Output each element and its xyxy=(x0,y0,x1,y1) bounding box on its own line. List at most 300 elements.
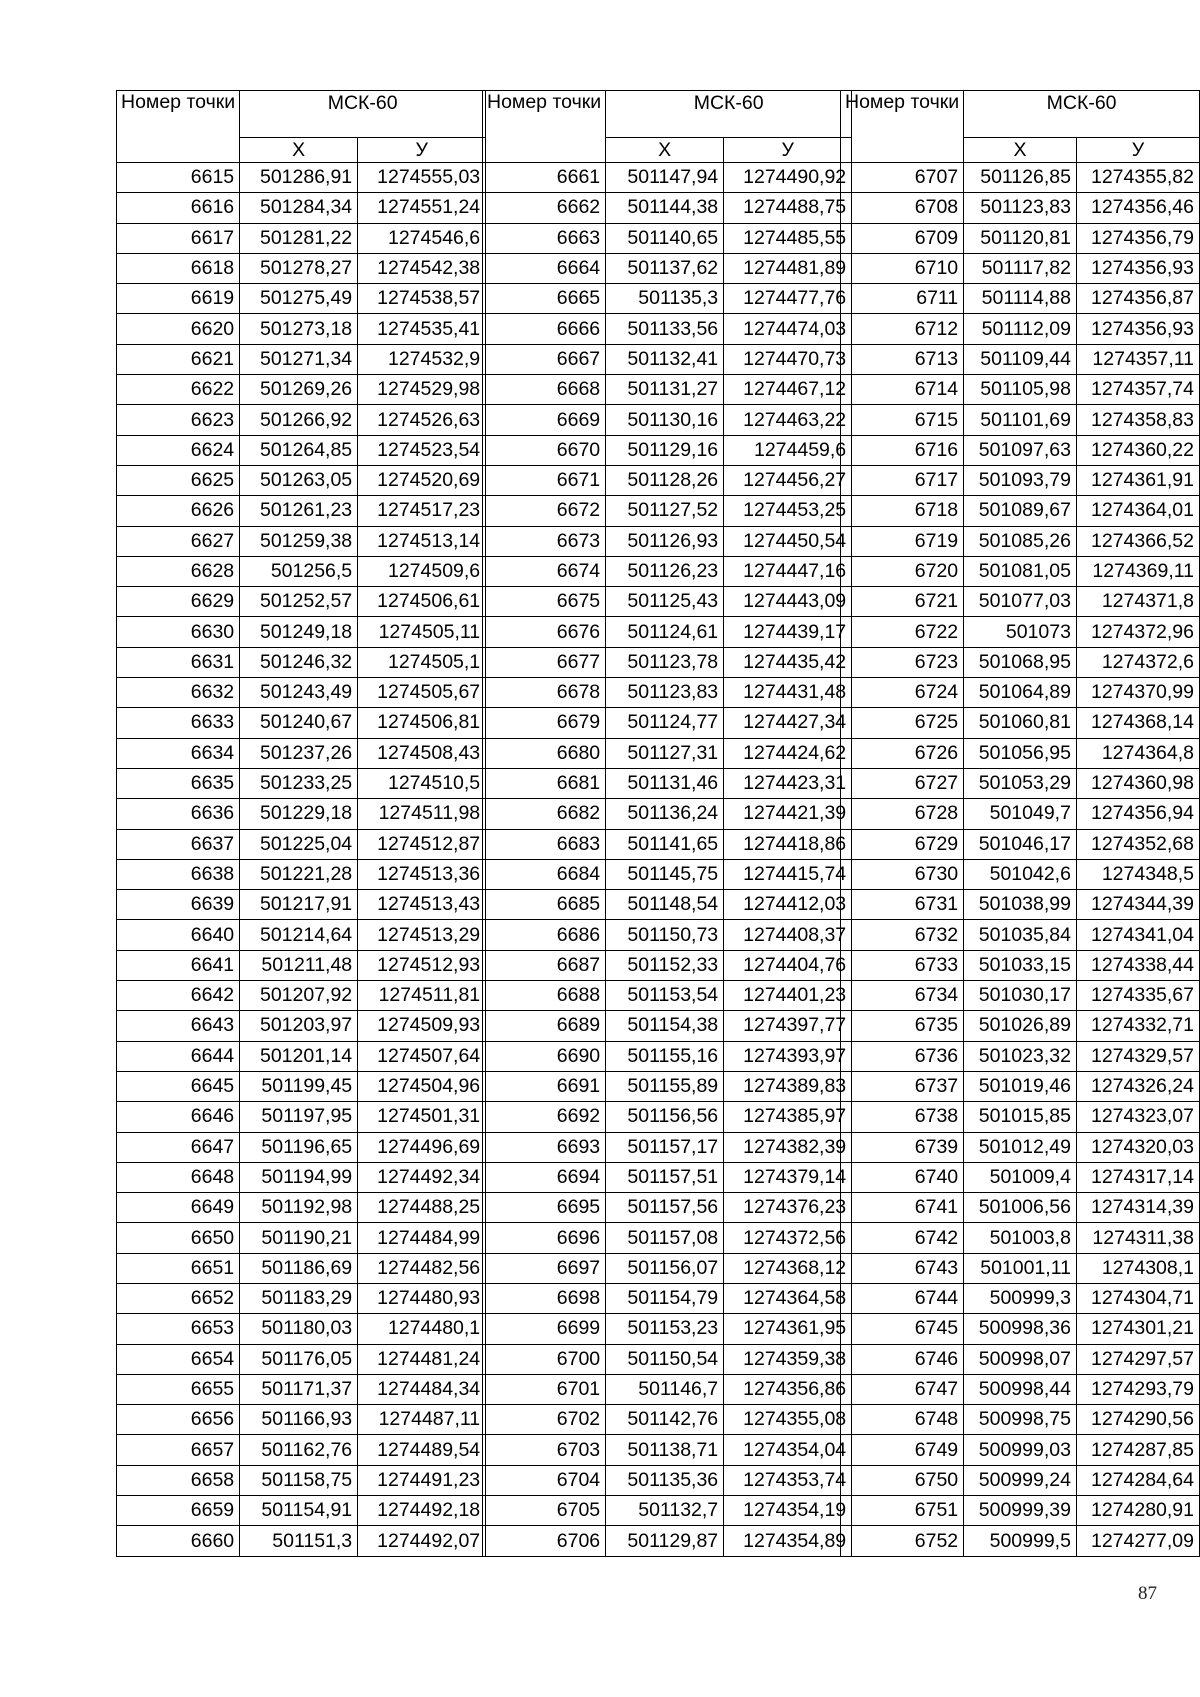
table-row xyxy=(117,1405,486,1435)
y-coordinate-cell: 1274376,23 xyxy=(724,1193,852,1223)
x-coordinate-cell: 501237,26 xyxy=(240,738,358,768)
point-number-cell: 6748 xyxy=(841,1405,964,1435)
x-coordinate-cell: 501217,91 xyxy=(240,890,358,920)
point-number-cell: 6682 xyxy=(483,799,606,829)
y-coordinate-cell: 1274487,11 xyxy=(358,1405,486,1435)
point-number-cell: 6737 xyxy=(841,1071,964,1101)
x-coordinate-cell: 501246,32 xyxy=(240,647,358,677)
y-coordinate-cell: 1274372,96 xyxy=(1076,617,1199,647)
point-number-cell: 6706 xyxy=(483,1526,606,1556)
y-coordinate-cell: 1274385,97 xyxy=(724,1102,852,1132)
point-number-cell: 6667 xyxy=(483,344,606,374)
x-coordinate-cell: 501030,17 xyxy=(964,981,1077,1011)
point-number-cell: 6676 xyxy=(483,617,606,647)
y-coordinate-cell: 1274490,92 xyxy=(724,163,852,193)
x-coordinate-cell: 501126,93 xyxy=(606,526,724,556)
point-number-cell: 6636 xyxy=(117,799,240,829)
point-number-cell: 6702 xyxy=(483,1405,606,1435)
y-coordinate-cell: 1274364,8 xyxy=(1076,738,1199,768)
x-coordinate-cell: 501131,46 xyxy=(606,768,724,798)
table-row xyxy=(841,981,1200,1011)
point-number-cell: 6744 xyxy=(841,1283,964,1313)
table-row xyxy=(117,890,486,920)
x-coordinate-cell: 501151,3 xyxy=(240,1526,358,1556)
x-coordinate-cell: 501123,83 xyxy=(606,678,724,708)
x-coordinate-cell: 501133,56 xyxy=(606,314,724,344)
x-coordinate-cell: 501264,85 xyxy=(240,435,358,465)
x-coordinate-cell: 501056,95 xyxy=(964,738,1077,768)
x-coordinate-cell: 500999,03 xyxy=(964,1435,1077,1465)
x-coordinate-cell: 501046,17 xyxy=(964,829,1077,859)
table-row xyxy=(841,435,1200,465)
table-row xyxy=(841,405,1200,435)
point-number-cell: 6669 xyxy=(483,405,606,435)
y-coordinate-cell: 1274505,11 xyxy=(358,617,486,647)
point-number-cell: 6691 xyxy=(483,1071,606,1101)
y-coordinate-cell: 1274297,57 xyxy=(1076,1344,1199,1374)
table-row xyxy=(841,1102,1200,1132)
table-row xyxy=(117,981,486,1011)
x-coordinate-cell: 501155,16 xyxy=(606,1041,724,1071)
x-coordinate-cell: 501140,65 xyxy=(606,223,724,253)
x-coordinate-cell: 501229,18 xyxy=(240,799,358,829)
y-coordinate-cell: 1274338,44 xyxy=(1076,950,1199,980)
table-row xyxy=(483,284,852,314)
table-row xyxy=(841,496,1200,526)
point-number-cell: 6657 xyxy=(117,1435,240,1465)
point-number-cell: 6662 xyxy=(483,193,606,223)
y-coordinate-cell: 1274474,03 xyxy=(724,314,852,344)
point-number-cell: 6739 xyxy=(841,1132,964,1162)
x-coordinate-cell: 501150,73 xyxy=(606,920,724,950)
table-row xyxy=(841,1041,1200,1071)
y-coordinate-cell: 1274447,16 xyxy=(724,556,852,586)
point-number-cell: 6663 xyxy=(483,223,606,253)
y-coordinate-cell: 1274357,11 xyxy=(1076,344,1199,374)
table-row xyxy=(841,768,1200,798)
point-number-cell: 6659 xyxy=(117,1496,240,1526)
table-row xyxy=(483,1314,852,1344)
x-coordinate-cell: 501154,38 xyxy=(606,1011,724,1041)
table-row xyxy=(117,678,486,708)
y-coordinate-cell: 1274523,54 xyxy=(358,435,486,465)
x-coordinate-cell: 501124,61 xyxy=(606,617,724,647)
point-number-cell: 6732 xyxy=(841,920,964,950)
coordinate-system-header: МСК-60 xyxy=(606,91,852,138)
x-coordinate-cell: 501129,87 xyxy=(606,1526,724,1556)
y-coordinate-cell: 1274507,64 xyxy=(358,1041,486,1071)
y-coordinate-cell: 1274542,38 xyxy=(358,253,486,283)
table-row xyxy=(841,1283,1200,1313)
x-column-header: Х xyxy=(240,138,358,163)
coordinates-table-2 xyxy=(482,90,852,1557)
table-row xyxy=(841,617,1200,647)
y-coordinate-cell: 1274393,97 xyxy=(724,1041,852,1071)
table-row xyxy=(483,1374,852,1404)
x-coordinate-cell: 501269,26 xyxy=(240,375,358,405)
table-row xyxy=(841,1253,1200,1283)
point-number-cell: 6672 xyxy=(483,496,606,526)
point-number-cell: 6643 xyxy=(117,1011,240,1041)
y-coordinate-cell: 1274401,23 xyxy=(724,981,852,1011)
y-coordinate-cell: 1274354,04 xyxy=(724,1435,852,1465)
point-number-cell: 6677 xyxy=(483,647,606,677)
x-coordinate-cell: 501023,32 xyxy=(964,1041,1077,1071)
table-row xyxy=(483,1193,852,1223)
table-row xyxy=(117,1465,486,1495)
y-coordinate-cell: 1274520,69 xyxy=(358,465,486,495)
point-number-cell: 6720 xyxy=(841,556,964,586)
y-coordinate-cell: 1274359,38 xyxy=(724,1344,852,1374)
table-row xyxy=(117,223,486,253)
y-coordinate-cell: 1274427,34 xyxy=(724,708,852,738)
y-coordinate-cell: 1274360,98 xyxy=(1076,768,1199,798)
y-coordinate-cell: 1274332,71 xyxy=(1076,1011,1199,1041)
y-coordinate-cell: 1274372,6 xyxy=(1076,647,1199,677)
y-coordinate-cell: 1274371,8 xyxy=(1076,587,1199,617)
y-coordinate-cell: 1274368,12 xyxy=(724,1253,852,1283)
point-number-cell: 6620 xyxy=(117,314,240,344)
point-number-cell: 6627 xyxy=(117,526,240,556)
y-coordinate-cell: 1274484,34 xyxy=(358,1374,486,1404)
x-coordinate-cell: 501146,7 xyxy=(606,1374,724,1404)
point-number-cell: 6634 xyxy=(117,738,240,768)
point-number-cell: 6743 xyxy=(841,1253,964,1283)
point-number-cell: 6619 xyxy=(117,284,240,314)
table-row xyxy=(841,920,1200,950)
table-row xyxy=(117,193,486,223)
table-row xyxy=(117,1162,486,1192)
x-coordinate-cell: 501199,45 xyxy=(240,1071,358,1101)
point-number-cell: 6703 xyxy=(483,1435,606,1465)
x-coordinate-cell: 501015,85 xyxy=(964,1102,1077,1132)
x-coordinate-cell: 501124,77 xyxy=(606,708,724,738)
point-number-cell: 6741 xyxy=(841,1193,964,1223)
table-row xyxy=(483,1132,852,1162)
table-row xyxy=(483,1405,852,1435)
x-coordinate-cell: 501131,27 xyxy=(606,375,724,405)
x-coordinate-cell: 501281,22 xyxy=(240,223,358,253)
table-row xyxy=(117,556,486,586)
x-coordinate-cell: 501256,5 xyxy=(240,556,358,586)
y-coordinate-cell: 1274287,85 xyxy=(1076,1435,1199,1465)
point-number-cell: 6646 xyxy=(117,1102,240,1132)
point-number-cell: 6724 xyxy=(841,678,964,708)
x-coordinate-cell: 501207,92 xyxy=(240,981,358,1011)
x-coordinate-cell: 501196,65 xyxy=(240,1132,358,1162)
table-row xyxy=(117,344,486,374)
x-coordinate-cell: 500998,75 xyxy=(964,1405,1077,1435)
point-number-cell: 6740 xyxy=(841,1162,964,1192)
y-coordinate-cell: 1274356,86 xyxy=(724,1374,852,1404)
table-row xyxy=(117,920,486,950)
table-row xyxy=(117,1314,486,1344)
table-row xyxy=(841,314,1200,344)
point-number-cell: 6688 xyxy=(483,981,606,1011)
x-coordinate-cell: 501201,14 xyxy=(240,1041,358,1071)
table-row xyxy=(841,284,1200,314)
y-coordinate-cell: 1274424,62 xyxy=(724,738,852,768)
y-coordinate-cell: 1274480,1 xyxy=(358,1314,486,1344)
x-coordinate-cell: 501138,71 xyxy=(606,1435,724,1465)
x-coordinate-cell: 501261,23 xyxy=(240,496,358,526)
table-row xyxy=(841,1526,1200,1556)
table-row xyxy=(841,1465,1200,1495)
x-coordinate-cell: 501073 xyxy=(964,617,1077,647)
point-number-cell: 6655 xyxy=(117,1374,240,1404)
y-coordinate-cell: 1274352,68 xyxy=(1076,829,1199,859)
table-row xyxy=(117,1102,486,1132)
table-row xyxy=(483,1223,852,1253)
point-number-cell: 6693 xyxy=(483,1132,606,1162)
table-row xyxy=(117,405,486,435)
y-coordinate-cell: 1274308,1 xyxy=(1076,1253,1199,1283)
point-number-cell: 6635 xyxy=(117,768,240,798)
x-coordinate-cell: 501026,89 xyxy=(964,1011,1077,1041)
point-number-cell: 6684 xyxy=(483,859,606,889)
point-number-cell: 6685 xyxy=(483,890,606,920)
x-coordinate-cell: 501035,84 xyxy=(964,920,1077,950)
y-coordinate-cell: 1274459,6 xyxy=(724,435,852,465)
y-coordinate-cell: 1274546,6 xyxy=(358,223,486,253)
coordinates-table-1 xyxy=(116,90,486,1557)
point-number-cell: 6751 xyxy=(841,1496,964,1526)
y-coordinate-cell: 1274443,09 xyxy=(724,587,852,617)
point-number-cell: 6705 xyxy=(483,1496,606,1526)
table-row xyxy=(483,496,852,526)
table-row xyxy=(841,678,1200,708)
y-coordinate-cell: 1274504,96 xyxy=(358,1071,486,1101)
y-coordinate-cell: 1274356,93 xyxy=(1076,314,1199,344)
x-coordinate-cell: 501157,17 xyxy=(606,1132,724,1162)
y-coordinate-cell: 1274277,09 xyxy=(1076,1526,1199,1556)
x-coordinate-cell: 500998,07 xyxy=(964,1344,1077,1374)
y-coordinate-cell: 1274506,81 xyxy=(358,708,486,738)
x-coordinate-cell: 500999,3 xyxy=(964,1283,1077,1313)
table-row xyxy=(841,1496,1200,1526)
table-row xyxy=(841,163,1200,193)
table-row xyxy=(841,556,1200,586)
point-number-cell: 6700 xyxy=(483,1344,606,1374)
y-coordinate-cell: 1274372,56 xyxy=(724,1223,852,1253)
x-coordinate-cell: 501150,54 xyxy=(606,1344,724,1374)
point-number-cell: 6719 xyxy=(841,526,964,556)
y-coordinate-cell: 1274314,39 xyxy=(1076,1193,1199,1223)
point-number-cell: 6616 xyxy=(117,193,240,223)
y-coordinate-cell: 1274311,38 xyxy=(1076,1223,1199,1253)
table-row xyxy=(483,829,852,859)
point-number-cell: 6692 xyxy=(483,1102,606,1132)
table-row xyxy=(841,253,1200,283)
table-row xyxy=(117,647,486,677)
y-coordinate-cell: 1274481,89 xyxy=(724,253,852,283)
y-coordinate-cell: 1274421,39 xyxy=(724,799,852,829)
y-coordinate-cell: 1274513,36 xyxy=(358,859,486,889)
x-coordinate-cell: 501183,29 xyxy=(240,1283,358,1313)
point-number-cell: 6730 xyxy=(841,859,964,889)
x-coordinate-cell: 501129,16 xyxy=(606,435,724,465)
table-row xyxy=(841,375,1200,405)
x-coordinate-cell: 500998,36 xyxy=(964,1314,1077,1344)
y-coordinate-cell: 1274505,1 xyxy=(358,647,486,677)
y-coordinate-cell: 1274361,91 xyxy=(1076,465,1199,495)
y-coordinate-cell: 1274356,46 xyxy=(1076,193,1199,223)
table-row xyxy=(841,1193,1200,1223)
y-coordinate-cell: 1274456,27 xyxy=(724,465,852,495)
point-number-cell: 6656 xyxy=(117,1405,240,1435)
y-coordinate-cell: 1274535,41 xyxy=(358,314,486,344)
y-coordinate-cell: 1274326,24 xyxy=(1076,1071,1199,1101)
point-number-cell: 6752 xyxy=(841,1526,964,1556)
table-row xyxy=(483,465,852,495)
point-number-cell: 6699 xyxy=(483,1314,606,1344)
y-coordinate-cell: 1274463,22 xyxy=(724,405,852,435)
point-number-cell: 6714 xyxy=(841,375,964,405)
point-number-cell: 6630 xyxy=(117,617,240,647)
x-coordinate-cell: 501123,83 xyxy=(964,193,1077,223)
x-coordinate-cell: 501190,21 xyxy=(240,1223,358,1253)
table-row xyxy=(483,859,852,889)
x-coordinate-cell: 501123,78 xyxy=(606,647,724,677)
y-coordinate-cell: 1274356,93 xyxy=(1076,253,1199,283)
x-coordinate-cell: 501089,67 xyxy=(964,496,1077,526)
point-number-cell: 6653 xyxy=(117,1314,240,1344)
y-coordinate-cell: 1274404,76 xyxy=(724,950,852,980)
x-coordinate-cell: 501064,89 xyxy=(964,678,1077,708)
y-coordinate-cell: 1274293,79 xyxy=(1076,1374,1199,1404)
table-row xyxy=(841,1405,1200,1435)
x-coordinate-cell: 501101,69 xyxy=(964,405,1077,435)
x-coordinate-cell: 501266,92 xyxy=(240,405,358,435)
table-row xyxy=(483,647,852,677)
table-row xyxy=(841,950,1200,980)
y-coordinate-cell: 1274501,31 xyxy=(358,1102,486,1132)
point-number-cell: 6687 xyxy=(483,950,606,980)
x-coordinate-cell: 501271,34 xyxy=(240,344,358,374)
point-number-cell: 6679 xyxy=(483,708,606,738)
x-coordinate-cell: 501155,89 xyxy=(606,1071,724,1101)
x-coordinate-cell: 501097,63 xyxy=(964,435,1077,465)
x-coordinate-cell: 501033,15 xyxy=(964,950,1077,980)
y-coordinate-cell: 1274320,03 xyxy=(1076,1132,1199,1162)
y-coordinate-cell: 1274481,24 xyxy=(358,1344,486,1374)
table-row xyxy=(483,344,852,374)
y-coordinate-cell: 1274513,43 xyxy=(358,890,486,920)
point-number-cell: 6701 xyxy=(483,1374,606,1404)
y-coordinate-cell: 1274511,98 xyxy=(358,799,486,829)
x-coordinate-cell: 501019,46 xyxy=(964,1071,1077,1101)
table-row xyxy=(117,1193,486,1223)
table-row xyxy=(483,193,852,223)
x-coordinate-cell: 500999,24 xyxy=(964,1465,1077,1495)
point-number-cell: 6650 xyxy=(117,1223,240,1253)
y-coordinate-cell: 1274364,01 xyxy=(1076,496,1199,526)
x-coordinate-cell: 501176,05 xyxy=(240,1344,358,1374)
x-coordinate-cell: 501243,49 xyxy=(240,678,358,708)
x-coordinate-cell: 501145,75 xyxy=(606,859,724,889)
point-number-cell: 6629 xyxy=(117,587,240,617)
table-row xyxy=(841,1162,1200,1192)
point-number-cell: 6710 xyxy=(841,253,964,283)
point-number-cell: 6673 xyxy=(483,526,606,556)
y-coordinate-cell: 1274323,07 xyxy=(1076,1102,1199,1132)
point-number-cell: 6707 xyxy=(841,163,964,193)
x-coordinate-cell: 501006,56 xyxy=(964,1193,1077,1223)
y-coordinate-cell: 1274280,91 xyxy=(1076,1496,1199,1526)
y-coordinate-cell: 1274353,74 xyxy=(724,1465,852,1495)
x-coordinate-cell: 501001,11 xyxy=(964,1253,1077,1283)
y-coordinate-cell: 1274512,93 xyxy=(358,950,486,980)
table-row xyxy=(841,1071,1200,1101)
y-coordinate-cell: 1274506,61 xyxy=(358,587,486,617)
x-coordinate-cell: 501166,93 xyxy=(240,1405,358,1435)
y-coordinate-cell: 1274431,48 xyxy=(724,678,852,708)
table-row xyxy=(841,587,1200,617)
x-column-header: Х xyxy=(606,138,724,163)
table-row xyxy=(483,738,852,768)
point-number-cell: 6626 xyxy=(117,496,240,526)
x-coordinate-cell: 501157,56 xyxy=(606,1193,724,1223)
point-number-cell: 6631 xyxy=(117,647,240,677)
x-coordinate-cell: 501012,49 xyxy=(964,1132,1077,1162)
x-coordinate-cell: 501203,97 xyxy=(240,1011,358,1041)
x-coordinate-cell: 501142,76 xyxy=(606,1405,724,1435)
table-row xyxy=(483,1011,852,1041)
point-number-cell: 6715 xyxy=(841,405,964,435)
point-number-cell: 6666 xyxy=(483,314,606,344)
y-coordinate-cell: 1274453,25 xyxy=(724,496,852,526)
point-number-cell: 6694 xyxy=(483,1162,606,1192)
point-number-cell: 6709 xyxy=(841,223,964,253)
x-coordinate-cell: 501154,91 xyxy=(240,1496,358,1526)
table-row xyxy=(841,223,1200,253)
point-number-cell: 6717 xyxy=(841,465,964,495)
x-coordinate-cell: 501068,95 xyxy=(964,647,1077,677)
point-number-cell: 6661 xyxy=(483,163,606,193)
x-coordinate-cell: 501112,09 xyxy=(964,314,1077,344)
table-row xyxy=(483,253,852,283)
table-row xyxy=(483,1162,852,1192)
table-row xyxy=(483,314,852,344)
point-number-cell: 6704 xyxy=(483,1465,606,1495)
x-coordinate-cell: 501157,51 xyxy=(606,1162,724,1192)
y-coordinate-cell: 1274356,94 xyxy=(1076,799,1199,829)
table-row xyxy=(117,465,486,495)
y-coordinate-cell: 1274450,54 xyxy=(724,526,852,556)
x-coordinate-cell: 501141,65 xyxy=(606,829,724,859)
x-coordinate-cell: 501003,8 xyxy=(964,1223,1077,1253)
table-row xyxy=(483,981,852,1011)
table-row xyxy=(483,799,852,829)
x-coordinate-cell: 501147,94 xyxy=(606,163,724,193)
x-coordinate-cell: 501042,6 xyxy=(964,859,1077,889)
point-number-cell: 6671 xyxy=(483,465,606,495)
table-row xyxy=(841,1435,1200,1465)
y-coordinate-cell: 1274551,24 xyxy=(358,193,486,223)
point-number-cell: 6644 xyxy=(117,1041,240,1071)
point-number-cell: 6731 xyxy=(841,890,964,920)
point-number-cell: 6749 xyxy=(841,1435,964,1465)
x-coordinate-cell: 501286,91 xyxy=(240,163,358,193)
point-number-cell: 6642 xyxy=(117,981,240,1011)
x-coordinate-cell: 501126,85 xyxy=(964,163,1077,193)
table-row xyxy=(841,1132,1200,1162)
point-number-cell: 6745 xyxy=(841,1314,964,1344)
table-row xyxy=(117,375,486,405)
table-row xyxy=(841,708,1200,738)
table-row xyxy=(117,1011,486,1041)
y-coordinate-cell: 1274418,86 xyxy=(724,829,852,859)
